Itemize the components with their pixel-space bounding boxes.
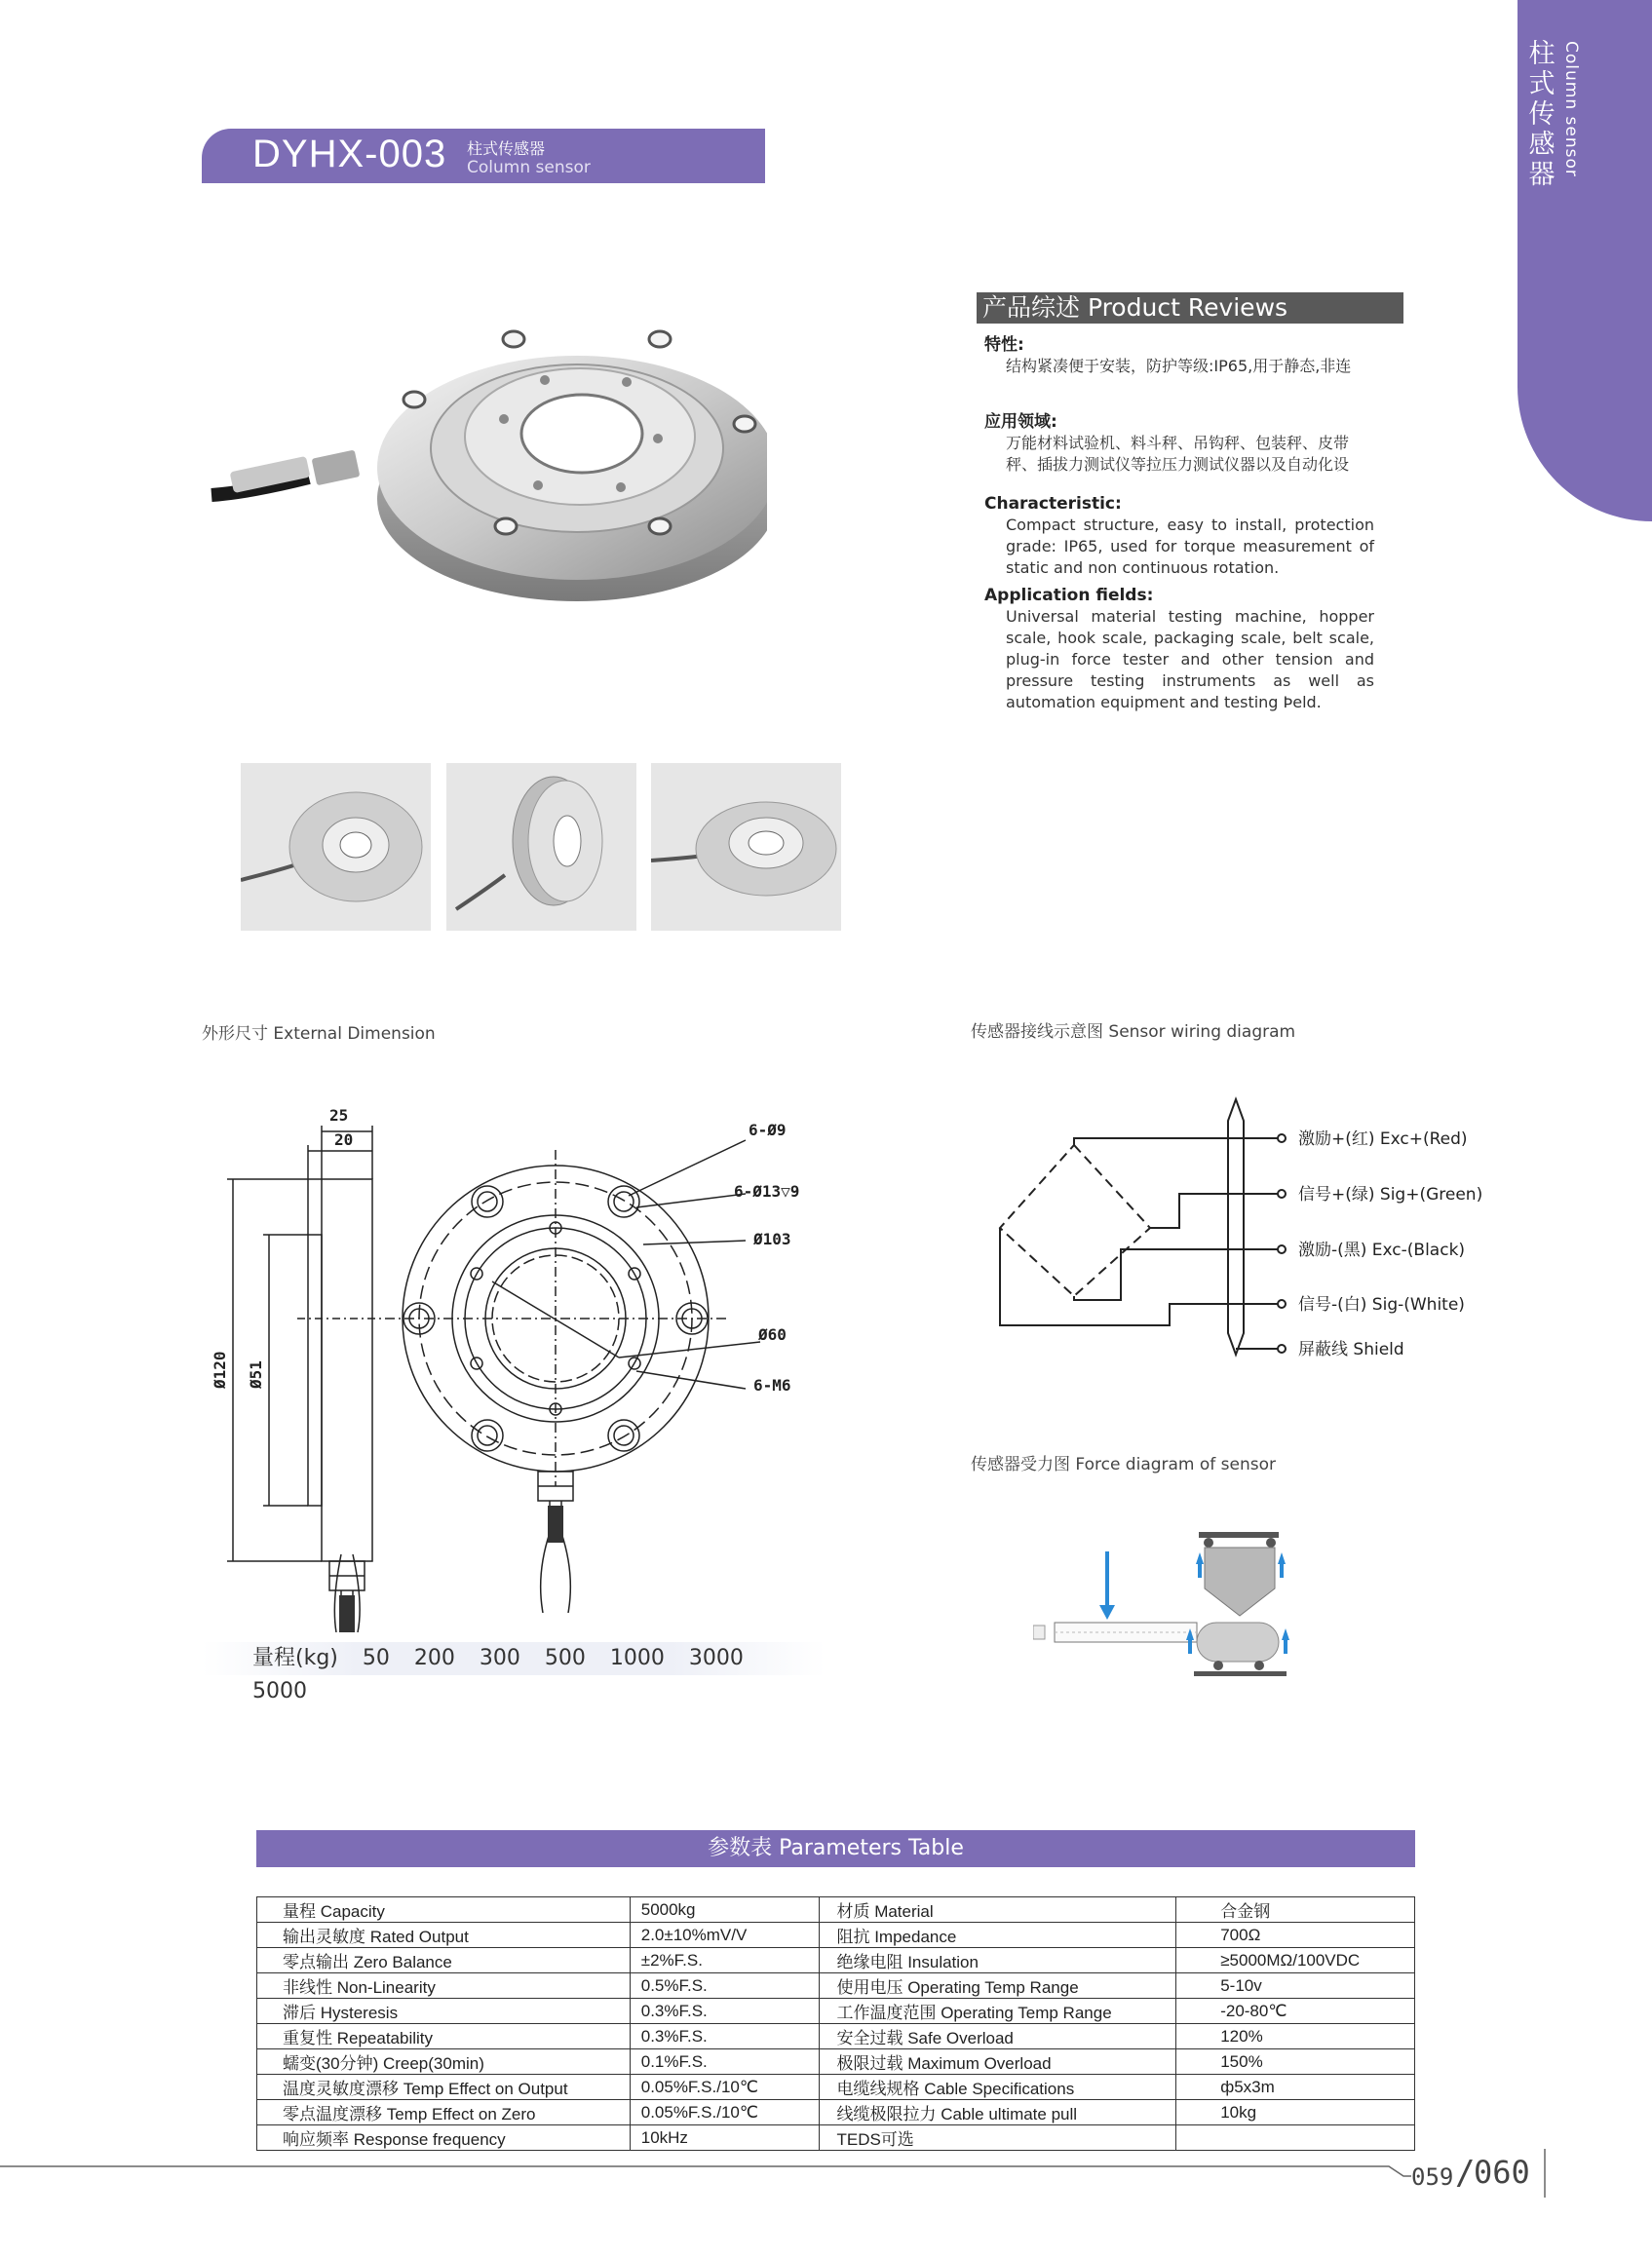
param-value: 2.0±10%mV/V	[630, 1923, 820, 1948]
dimension-section-label: 外形尺寸 External Dimension	[202, 1024, 436, 1044]
characteristic-label: Characteristic:	[984, 494, 1122, 514]
apps-label-cn: 应用领域:	[984, 412, 1057, 432]
param-value: 5000kg	[630, 1897, 820, 1923]
param-value: ±2%F.S.	[630, 1948, 820, 1973]
wiring-section-label: 传感器接线示意图 Sensor wiring diagram	[971, 1022, 1296, 1042]
param-name: 响应频率 Response frequency	[257, 2125, 631, 2151]
param-name: 重复性 Repeatability	[257, 2024, 631, 2049]
param-value: 120%	[1176, 2024, 1415, 2049]
product-name-cn: 柱式传感器	[467, 139, 546, 158]
dim-label-20: 20	[334, 1130, 354, 1149]
dim-label-d51: Ø51	[247, 1360, 265, 1389]
apps-label-en: Application fields:	[984, 586, 1154, 605]
features-text: 结构紧凑便于安装，防护等级:IP65,用于静态,非连	[1006, 357, 1352, 375]
characteristic-block	[984, 493, 1374, 579]
param-value: 0.5%F.S.	[630, 1973, 820, 1999]
dim-label-d103: Ø103	[753, 1230, 791, 1248]
param-value: 合金钢	[1176, 1897, 1415, 1923]
param-name: 使用电压 Operating Temp Range	[820, 1973, 1176, 1999]
param-value: 5-10v	[1176, 1973, 1415, 1999]
table-row	[257, 2075, 1415, 2100]
param-name: 极限过载 Maximum Overload	[820, 2049, 1176, 2075]
param-value: 0.05%F.S./10℃	[630, 2075, 820, 2100]
range-value: 200	[413, 1646, 455, 1670]
param-name: 非线性 Non-Linearity	[257, 1973, 631, 1999]
dim-label-6-m6: 6-M6	[753, 1376, 791, 1395]
param-value: ф5x3m	[1176, 2075, 1415, 2100]
param-name: 工作温度范围 Operating Temp Range	[820, 1999, 1176, 2024]
side-tab-title-cn: 柱式传感器	[1528, 39, 1556, 190]
range-label: 量程(kg)	[252, 1646, 338, 1670]
range-bar	[202, 1642, 826, 1703]
table-row	[257, 2049, 1415, 2075]
param-name: 输出灵敏度 Rated Output	[257, 1923, 631, 1948]
param-name: 线缆极限拉力 Cable ultimate pull	[820, 2100, 1176, 2125]
param-value: ≥5000MΩ/100VDC	[1176, 1948, 1415, 1973]
wire-label-sig-plus: 信号+(绿) Sig+(Green)	[1298, 1185, 1483, 1205]
dim-label-25: 25	[329, 1106, 349, 1125]
dim-label-d120: Ø120	[211, 1351, 229, 1389]
force-section-label: 传感器受力图 Force diagram of sensor	[971, 1455, 1277, 1474]
param-name: 蠕变(30分钟) Creep(30min)	[257, 2049, 631, 2075]
range-value: 1000	[609, 1646, 665, 1670]
wire-label-shield: 屏蔽线 Shield	[1298, 1340, 1404, 1359]
table-row	[257, 1923, 1415, 1948]
param-name: TEDS可选	[820, 2125, 1176, 2151]
param-value: 0.05%F.S./10℃	[630, 2100, 820, 2125]
params-table	[256, 1896, 1415, 2151]
table-row	[257, 1973, 1415, 1999]
features-block	[984, 334, 1374, 377]
thumbnail-photo-3	[651, 763, 841, 931]
dimension-labels	[211, 1106, 799, 1395]
param-value: 150%	[1176, 2049, 1415, 2075]
dim-label-6-d9: 6-Ø9	[749, 1121, 787, 1139]
thumbnail-photo-1	[241, 763, 431, 931]
product-name-en: Column sensor	[467, 158, 591, 177]
table-row	[257, 1897, 1415, 1923]
params-heading: 参数表 Parameters Table	[256, 1830, 1415, 1867]
dim-label-6-d13: 6-Ø13▽9	[734, 1182, 800, 1201]
param-value: 700Ω	[1176, 1923, 1415, 1948]
footer-line	[0, 2139, 1652, 2198]
apps-text-en: Universal material testing machine, hopper scale, hook scale, packaging scale, belt scale, plug-in force tester and other tension and pressure testing instruments as well as automation equipment and testing Þeld.	[1006, 607, 1374, 711]
param-value: 0.3%F.S.	[630, 1999, 820, 2024]
param-name: 材质 Material	[820, 1897, 1176, 1923]
range-value: 300	[479, 1646, 520, 1670]
param-value: -20-80℃	[1176, 1999, 1415, 2024]
param-name: 零点输出 Zero Balance	[257, 1948, 631, 1973]
param-value: 0.3%F.S.	[630, 2024, 820, 2049]
features-label: 特性:	[984, 335, 1024, 355]
side-tab-title-en: Column sensor	[1561, 41, 1581, 177]
down-arrow-icon	[1099, 1551, 1115, 1620]
table-row	[257, 1999, 1415, 2024]
page-number-right: 060	[1474, 2154, 1530, 2191]
wire-label-sig-minus: 信号-(白) Sig-(White)	[1298, 1295, 1465, 1315]
characteristic-text: Compact structure, easy to install, protection grade: IP65, used for torque measurement of static and non continuous rotation.	[1006, 516, 1374, 577]
force-diagram	[1033, 1525, 1306, 1681]
page-number-left: 059	[1411, 2163, 1454, 2191]
apps-text-cn: 万能材料试验机、料斗秤、吊钩秤、包装秤、皮带秤、插拔力测试仪等拉压力测试仪器以及自动化设	[1006, 434, 1350, 474]
param-value: 10kg	[1176, 2100, 1415, 2125]
wire-label-exc-minus: 激励-(黑) Exc-(Black)	[1298, 1241, 1466, 1260]
title-band	[202, 129, 765, 183]
main-product-photo	[202, 292, 767, 624]
reviews-heading: 产品综述 Product Reviews	[977, 292, 1403, 324]
param-name: 温度灵敏度漂移 Temp Effect on Output	[257, 2075, 631, 2100]
model-number: DYHX-003	[252, 133, 447, 175]
apps-en-block	[984, 585, 1374, 713]
range-value: 5000	[252, 1679, 307, 1703]
table-row	[257, 1948, 1415, 1973]
range-value: 3000	[688, 1646, 744, 1670]
param-name: 安全过载 Safe Overload	[820, 2024, 1176, 2049]
param-name: 阻抗 Impedance	[820, 1923, 1176, 1948]
param-name: 绝缘电阻 Insulation	[820, 1948, 1176, 1973]
wire-label-exc-plus: 激励+(红) Exc+(Red)	[1298, 1129, 1468, 1149]
table-row	[257, 2100, 1415, 2125]
thumbnail-photo-2	[446, 763, 636, 931]
param-name: 滞后 Hysteresis	[257, 1999, 631, 2024]
wiring-diagram	[984, 1091, 1511, 1364]
param-name: 量程 Capacity	[257, 1897, 631, 1923]
param-name: 电缆线规格 Cable Specifications	[820, 2075, 1176, 2100]
param-name: 零点温度漂移 Temp Effect on Zero	[257, 2100, 631, 2125]
dim-label-d60: Ø60	[758, 1325, 787, 1344]
range-value: 50	[362, 1646, 390, 1670]
table-row	[257, 2024, 1415, 2049]
page-separator: /	[1455, 2154, 1476, 2193]
range-value: 500	[544, 1646, 586, 1670]
apps-cn-block	[984, 411, 1374, 476]
param-value: 0.1%F.S.	[630, 2049, 820, 2075]
param-value: 10kHz	[630, 2125, 820, 2151]
dimension-drawing	[200, 1096, 843, 1632]
